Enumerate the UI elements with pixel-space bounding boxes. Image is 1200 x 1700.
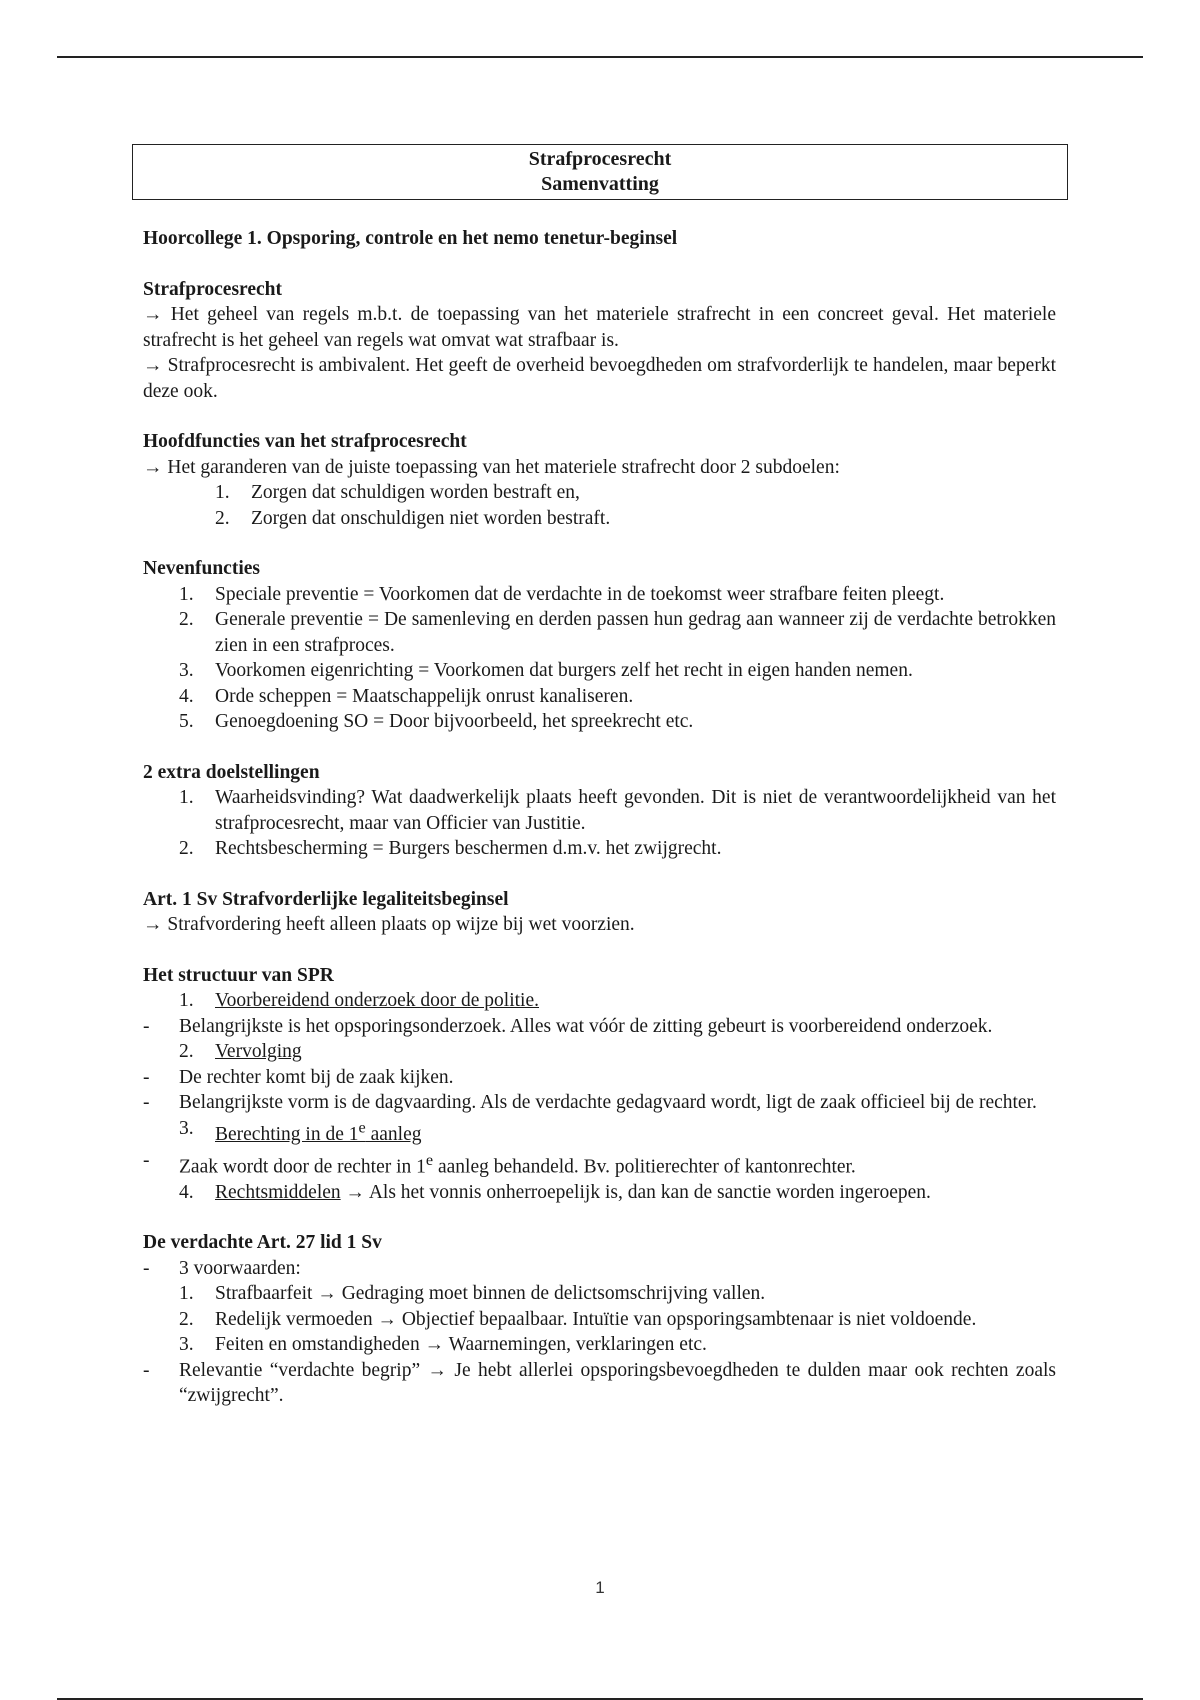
dash-item: - Belangrijkste is het opsporingsonderzoek. Alles wat vóór de zitting gebeurt is voorbereidend onderzoek. [143,1015,993,1037]
paragraph: → Het garanderen van de juiste toepassing van het materiele strafrecht door 2 subdoelen: [143,456,840,478]
section-heading-nevenfuncties: Nevenfuncties [143,558,260,579]
list-item: 5. Genoegdoening SO = Door bijvoorbeeld, het spreekrecht etc. [179,711,694,732]
list-item: 2. Zorgen dat onschuldigen niet worden bestraft. [215,507,611,529]
structuur-list [143,1180,1056,1206]
voorwaarden-list [143,1281,1056,1358]
list-item: 3. Berechting in de 1e aanleg [179,1117,422,1145]
list-item: 1. Speciale preventie = Voorkomen dat de verdachte in de toekomst weer strafbare feiten pleegt. [179,583,945,605]
paragraph: → Strafprocesrecht is ambivalent. Het geeft de overheid bevoegdheden om strafvorderlijk te handelen, maar beperkt deze ook. [143,355,1056,402]
section-heading-structuur: Het structuur van SPR [143,964,334,986]
paragraph: → Strafvordering heeft alleen plaats op wijze bij wet voorzien. [143,914,635,935]
list-item: 1. Voorbereidend onderzoek door de politie. [179,990,539,1011]
structuur-list [143,1116,1056,1148]
dash-item: - Relevantie “verdachte begrip” → Je hebt allerlei opsporingsbevoegdheden te dulden maar ook rechten zoals “zwijgrecht”. [143,1359,1056,1406]
section-heading-extra-doelstellingen: 2 extra doelstellingen [143,761,320,783]
dash-item: - 3 voorwaarden: [143,1257,301,1279]
dash-item: - Zaak wordt door de rechter in 1e aanleg behandeld. Bv. politierechter of kantonrechter. [143,1149,856,1177]
lecture-heading: Hoorcollege 1. Opsporing, controle en het nemo tenetur-beginsel [143,228,678,249]
hoofdfuncties-list [143,480,1056,531]
list-item: 2. Rechtsbescherming = Burgers beschermen d.m.v. het zwijgrecht. [179,838,722,859]
list-item: 3. Voorkomen eigenrichting = Voorkomen dat burgers zelf het recht in eigen handen nemen. [179,660,913,681]
page-number: 1 [595,1578,605,1597]
list-item: 1. Waarheidsvinding? Wat daadwerkelijk plaats heeft gevonden. Dit is niet de verantwoordelijkheid van het strafprocesrecht, maar van Officier van Justitie. [179,787,1056,834]
list-item: 1. Zorgen dat schuldigen worden bestraft en, [215,482,580,503]
list-item: 4. Rechtsmiddelen → Als het vonnis onherroepelijk is, dan kan de sanctie worden ingeroepen. [179,1181,931,1203]
title-box [132,144,1068,200]
structuur-list [143,1039,1056,1065]
section-heading-hoofdfuncties: Hoofdfuncties van het strafprocesrecht [143,431,467,452]
list-item: 2. Vervolging [179,1041,302,1062]
section-heading-strafprocesrecht: Strafprocesrecht [143,278,282,300]
paragraph: → Het geheel van regels m.b.t. de toepassing van het materiele strafrecht in een concreet geval. Het materiele strafrecht is het geheel van regels wat omvat wat strafbaar is. [143,304,1056,351]
section-heading-art1: Art. 1 Sv Strafvorderlijke legaliteitsbeginsel [143,888,509,910]
document-body [143,226,1056,1409]
list-item: 2. Redelijk vermoeden → Objectief bepaalbaar. Intuïtie van opsporingsambtenaar is niet voldoende. [179,1308,977,1330]
structuur-list [143,988,1056,1014]
extra-doelstellingen-list [143,785,1056,862]
doc-title: Strafprocesrecht [528,148,672,170]
list-item: 3. Feiten en omstandigheden → Waarnemingen, verklaringen etc. [179,1334,707,1355]
list-item: 2. Generale preventie = De samenleving en derden passen hun gedrag aan wanneer zij de verdachte betrokken zien in een strafproces. [179,609,1056,656]
nevenfuncties-list [143,582,1056,735]
section-heading-verdachte: De verdachte Art. 27 lid 1 Sv [143,1232,382,1253]
doc-subtitle: Samenvatting [541,173,659,195]
dash-item: - De rechter komt bij de zaak kijken. [143,1066,454,1088]
top-rule [57,56,1143,58]
dash-item: - Belangrijkste vorm is de dagvaarding. Als de verdachte gedagvaard wordt, ligt de zaak officieel bij de rechter. [143,1092,1037,1113]
list-item: 4. Orde scheppen = Maatschappelijk onrust kanaliseren. [179,685,634,707]
list-item: 1. Strafbaarfeit → Gedraging moet binnen de delictsomschrijving vallen. [179,1283,766,1304]
